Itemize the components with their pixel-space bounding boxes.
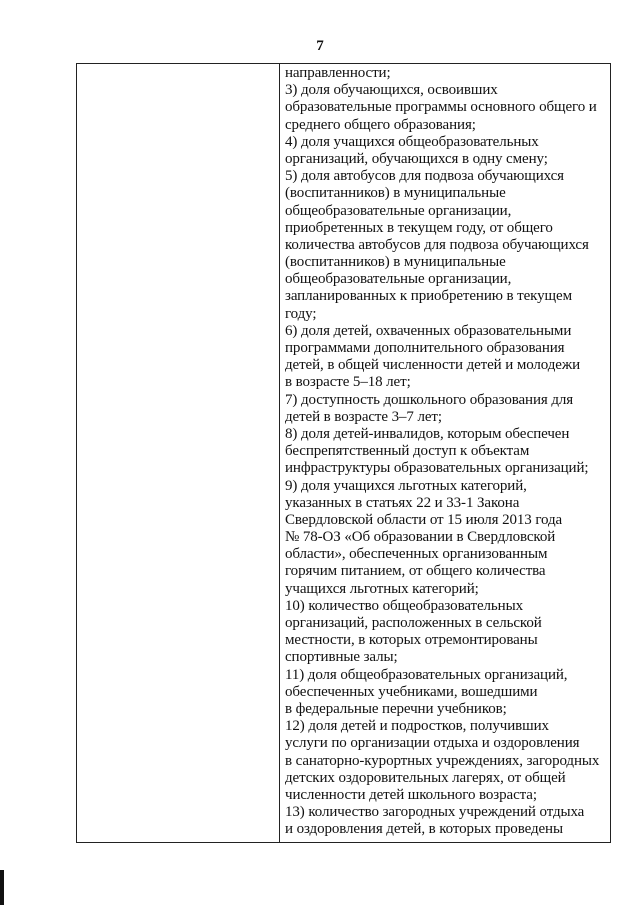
text-line: 11) доля общеобразовательных организаций, xyxy=(285,666,568,683)
text-line: 13) количество загородных учреждений отдыха xyxy=(285,804,585,821)
text-line: среднего общего образования; xyxy=(285,116,476,133)
text-line: 10) количество общеобразовательных xyxy=(285,597,523,614)
text-line: учащихся льготных категорий; xyxy=(285,580,479,597)
text-line: указанных в статьях 22 и 33-1 Закона xyxy=(285,494,520,511)
text-line: организаций, обучающихся в одну смену; xyxy=(285,150,548,167)
page-number: 7 xyxy=(316,38,324,54)
text-line: направленности; xyxy=(285,65,391,81)
text-line: спортивные залы; xyxy=(285,649,398,666)
text-line: общеобразовательные организации, xyxy=(285,202,512,219)
text-line: в возрасте 5–18 лет; xyxy=(285,374,411,391)
text-line: Свердловской области от 15 июля 2013 года xyxy=(285,511,563,528)
text-line: приобретенных в текущем году, от общего xyxy=(285,219,553,236)
text-line: (воспитанников) в муниципальные xyxy=(285,185,506,202)
text-line: году; xyxy=(285,305,317,322)
text-line: 3) доля обучающихся, освоивших xyxy=(285,82,498,99)
text-line: детей, в общей численности детей и молодежи xyxy=(285,357,581,374)
scan-margin-mark xyxy=(0,870,4,905)
text-line: местности, в которых отремонтированы xyxy=(285,632,538,649)
text-line: беспрепятственный доступ к объектам xyxy=(285,443,530,460)
table-right-cell xyxy=(285,65,610,838)
text-line: 9) доля учащихся льготных категорий, xyxy=(285,477,527,494)
text-line: детских оздоровительных лагерях, от общей xyxy=(285,769,566,786)
text-line: 12) доля детей и подростков, получивших xyxy=(285,718,549,735)
text-line: 7) доступность дошкольного образования для xyxy=(285,391,574,408)
table-left-cell xyxy=(77,64,280,842)
text-line: общеобразовательные организации, xyxy=(285,271,512,288)
text-line: 4) доля учащихся общеобразовательных xyxy=(285,133,539,150)
document-table xyxy=(76,63,611,843)
text-line: области», обеспеченных организованным xyxy=(285,546,548,563)
text-line: горячим питанием, от общего количества xyxy=(285,563,546,580)
text-line: 8) доля детей-инвалидов, которым обеспечен xyxy=(285,425,570,442)
text-line: услуги по организации отдыха и оздоровления xyxy=(285,735,580,752)
text-line: в санаторно-курортных учреждениях, загородных xyxy=(285,752,600,769)
text-line: (воспитанников) в муниципальные xyxy=(285,254,506,271)
text-line: 5) доля автобусов для подвоза обучающихся xyxy=(285,168,564,185)
text-line: численности детей школьного возраста; xyxy=(285,786,537,803)
text-line: запланированных к приобретению в текущем xyxy=(285,288,572,305)
text-line: количества автобусов для подвоза обучающихся xyxy=(285,236,589,253)
text-line: и оздоровления детей, в которых проведены xyxy=(285,821,563,838)
text-line: инфраструктуры образовательных организаций; xyxy=(285,460,589,477)
text-line: организаций, расположенных в сельской xyxy=(285,615,542,631)
text-line: обеспеченных учебниками, вошедшими xyxy=(285,683,538,700)
text-line: 6) доля детей, охваченных образовательными xyxy=(285,322,572,339)
text-line: № 78-ОЗ «Об образовании в Свердловской xyxy=(285,529,556,546)
text-line: образовательные программы основного общего и xyxy=(285,99,597,116)
text-line: детей в возрасте 3–7 лет; xyxy=(285,408,442,425)
text-line: программами дополнительного образования xyxy=(285,340,565,356)
text-line: в федеральные перечни учебников; xyxy=(285,700,507,717)
